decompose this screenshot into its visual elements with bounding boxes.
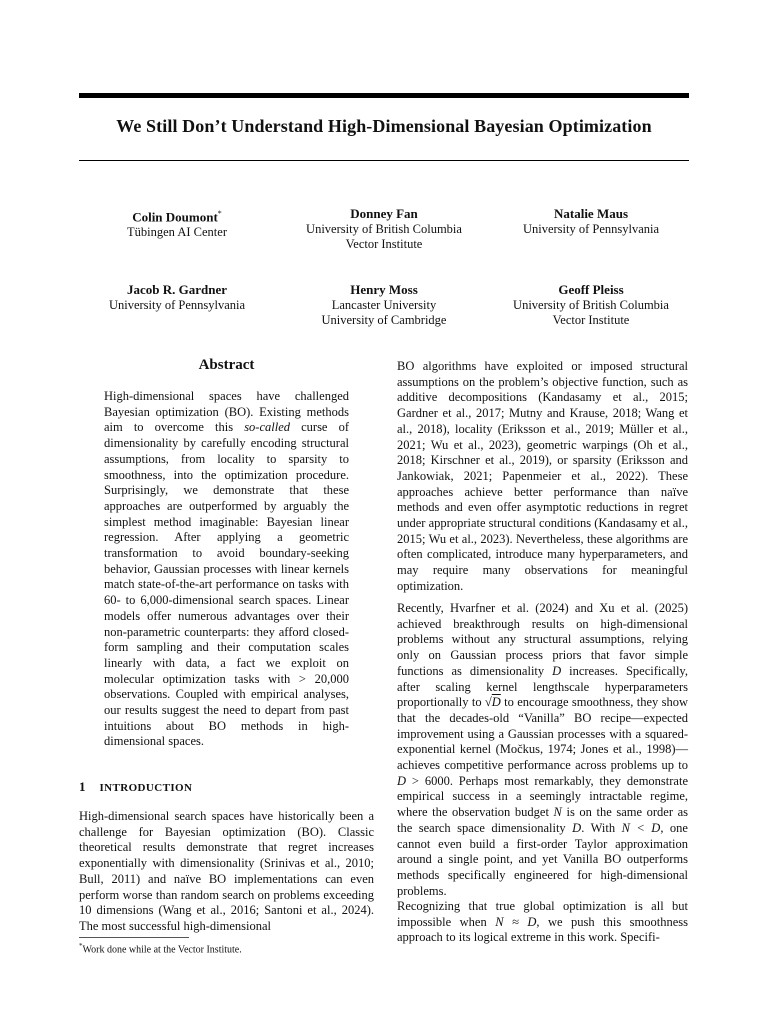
- author-row-2: [79, 282, 689, 329]
- author-affiliation: University of British Columbia: [513, 297, 669, 312]
- author-name: Natalie Maus: [553, 206, 629, 221]
- author-row-1: [79, 206, 689, 253]
- title-top-rule: [79, 93, 689, 98]
- author-name: Henry Moss: [350, 282, 418, 297]
- author-affiliation: Lancaster University: [331, 297, 437, 312]
- author-affiliation: Vector Institute: [345, 237, 423, 251]
- paper-title: We Still Don’t Understand High-Dimensional Bayesian Optimization: [116, 116, 652, 136]
- right-column-paragraph-3: Recognizing that true global optimization is all but impossible when N ≈ D, we push this smoothness approach to its logical extreme in this work. Specifi-: [397, 899, 689, 945]
- title-bottom-rule: [79, 160, 689, 161]
- section-name: INTRODUCTION: [99, 782, 193, 794]
- footnote-text: Work done while at the Vector Institute.: [82, 944, 242, 956]
- sqrt-symbol: D: [491, 695, 501, 710]
- intro-paragraph: High-dimensional search spaces have historically been a challenge for Bayesian optimization (BO). Classic theoretical results demonstrate that regret increases exponentially with dimensionality (Srinivas et al., 2010; Bull, 2011) and naïve BO implementations can even perform worse than random search on problems exceeding 10 dimensions (Wang et al., 2016; Santoni et al., 2024). The most successful high-dimensional: [79, 809, 374, 933]
- author-name: Geoff Pleiss: [558, 282, 624, 297]
- author-block: [79, 282, 275, 329]
- author-name: Jacob R. Gardner: [126, 282, 228, 297]
- author-block: [286, 282, 482, 329]
- author-name: Colin Doumont: [132, 209, 218, 225]
- section-number: 1: [79, 779, 86, 794]
- author-affiliation: Vector Institute: [552, 313, 630, 327]
- author-affiliation: University of Pennsylvania: [108, 297, 246, 312]
- author-affiliation: University of British Columbia: [306, 221, 462, 236]
- footnote-mark: *: [79, 942, 83, 950]
- author-affiliation: University of Pennsylvania: [522, 221, 660, 236]
- author-block: [493, 282, 689, 329]
- footnote: [79, 942, 374, 955]
- right-column-paragraph-1: BO algorithms have exploited or imposed structural assumptions on the problem’s objective function, such as additive decompositions (Kandasamy et al., 2015; Gardner et al., 2017; Mutny and Krause, 2018; Wang et al., 2018), locality (Eriksson et al., 2019; Müller et al., 2021; Wu et al., 2023), geometric warpings (Oh et al., 2018; Kirschner et al., 2019), or sparsity (Eriksson and Jankowiak, 2021; Papenmeier et al., 2022). These approaches achieve better performance than naïve methods and even offer asymptotic reductions in regret under appropriate structural conditions (Kandasamy et al., 2015; Wu et al., 2023). Nevertheless, these algorithms are often complicated, introduce many hyperparameters, and may require many observations for meaningful optimization.: [397, 359, 688, 593]
- author-affiliation: University of Cambridge: [321, 313, 447, 327]
- author-block: [79, 206, 275, 253]
- right-column-paragraph-2: Recently, Hvarfner et al. (2024) and Xu et al. (2025) achieved breakthrough results on high-dimensional problems without any structural assumptions, relying only on Gaussian process priors that favor simple functions as dimensionality D increases. Specifically, after scaling kernel lengthscale hyperparameters proportionally to √D to encourage smoothness, they show that the decades-old “Vanilla” BO recipe—expected improvement using a Gaussian processes with a squared-exponential kernel (Močkus, 1974; Jones et al., 1998)—achieves competitive performance across problems up to D > 6000. Perhaps most remarkably, they demonstrate empirical success in a seemingly intractable regime, where the observation budget N is on the same order as the search space dimensionality D. With N < D, one cannot even build a first-order Taylor approximation around a single point, and yet Vanilla BO outperforms methods specifically engineered for high-dimensional problems.: [397, 601, 689, 898]
- section-heading: [79, 779, 192, 795]
- author-footnote-mark: *: [217, 209, 222, 218]
- footnote-rule: [79, 937, 189, 938]
- author-affiliation: Tübingen AI Center: [127, 224, 227, 239]
- emphasis-text: so-called: [244, 420, 291, 435]
- abstract-heading: Abstract: [198, 357, 255, 373]
- author-block: [286, 206, 482, 253]
- abstract-body: High-dimensional spaces have challenged Bayesian optimization (BO). Existing methods aim to overcome this so-called curse of dimensionality by carefully encoding structural assumptions, from locality to sparsity to smoothness, into the optimization procedure. Surprisingly, we demonstrate that these approaches are outperformed by arguably the simplest method imaginable: Bayesian linear regression. After applying a geometric transformation to avoid boundary-seeking behavior, Gaussian processes with linear kernels match state-of-the-art performance on tasks with 60- to 6,000-dimensional search spaces. Linear models offer numerous advantages over their non-parametric counterparts: they afford closed-form sampling and their computation scales linearly with data, a fact we exploit on molecular optimization tasks with > 20,000 observations. Coupled with empirical analyses, our results suggest the need to depart from past intuitions about BO methods in high-dimensional spaces.: [104, 389, 349, 749]
- author-name: Donney Fan: [350, 206, 418, 221]
- author-block: [493, 206, 689, 253]
